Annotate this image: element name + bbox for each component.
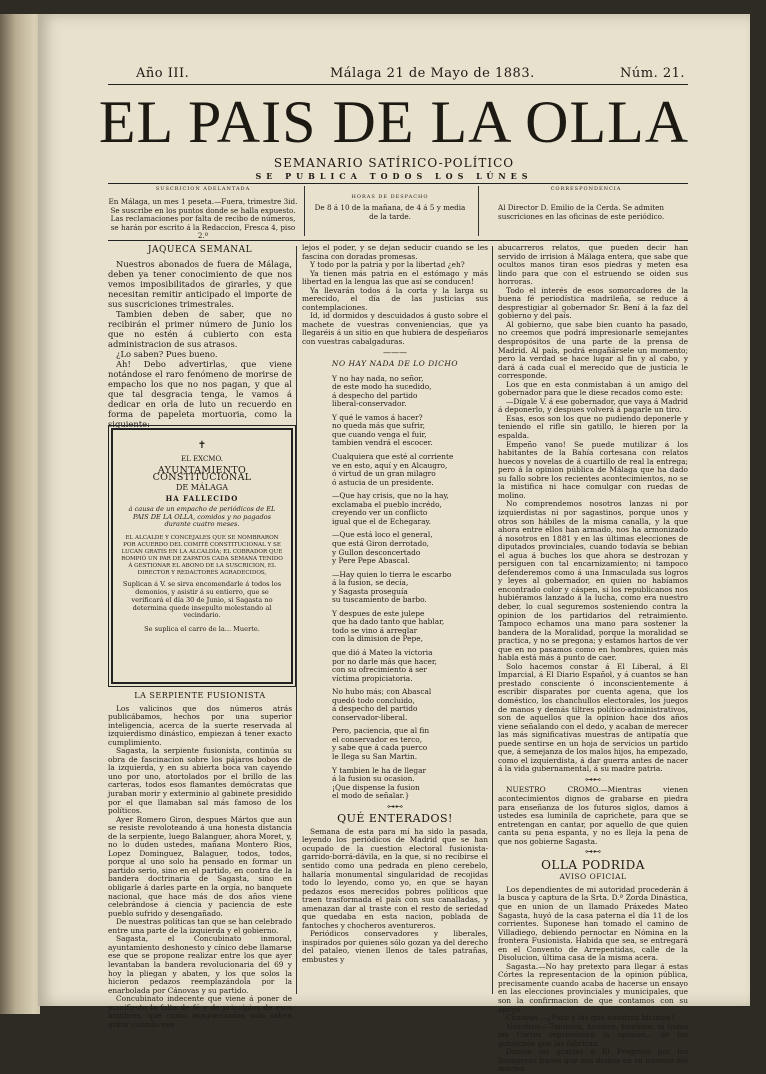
poem-line: y Gullon desconcertado [332, 547, 421, 557]
paragraph: Los que en esta conmistaban á un amigo del gobernador para que le diese recados como este: [498, 379, 688, 398]
ornament: ——— [383, 347, 407, 357]
box-divider [304, 186, 305, 236]
heading-que-enterados: QUÉ ENTERADOS! [337, 812, 453, 826]
header-rule [108, 84, 688, 85]
paragraph: Los dependientes de mi autoridad procederán á la busca y captura de la Srta. D.ª Zorda Dinástica, que en union de un llamado Práxedes Mateo Sagasta, huyó de la casa paterna el día 11 de los corrientes. Suponese han tomado el camino de Villadiego, debiendo pernoctar en Nómina en la frontera Fusionista. Habida que sea, se entregará en el Convento de Arrepentidas, calle de la Disolucion, última casa de la misma acera. [498, 884, 688, 963]
column-3 [498, 243, 688, 1074]
heading-aviso-oficial: AVISO OFICIAL [559, 872, 627, 882]
hours-head: HORAS DE DESPACHO [351, 194, 429, 200]
poem-line: tambien vendrá el escocer. [332, 438, 433, 448]
paragraph: Ayer Romero Giron, despues Mártos que aun se resiste revoloteando á una honesta distancia de la serpiente, luego Balanguer, ahora Moret, y, no lo duden ustedes, mañana Montero Rios, Lopez Dominguez, Balaguer, todos, todos, porque al uno solo ha pensado en formar un partido serio, sino en el partido, en contra de la bandera doctrinaria de Sagasta, sino en obligarle á darles parte en la orgía, no banquete nacional, que hace más de dos años viene celebrándose á ciencia y paciencia de este pueblo sufrido y desengañado. [108, 814, 292, 918]
poem-line: y Pere Pepe Abascal. [332, 556, 410, 566]
notice-carro: Se suplica el carro de la... Muerte. [144, 625, 260, 634]
poem-line: Y tambien le ha de llegar [332, 765, 427, 775]
ornament: ⊶⊷ [387, 801, 403, 811]
column-2 [302, 244, 488, 996]
issue-year: Año III. [136, 66, 190, 81]
poem-line: con la dimision de Pepe, [332, 634, 423, 644]
cromo-text: —Mientras vienen acontecimientos dignos de grabarse en piedra para enseñanza de los futuros siglos, damos á ustedes esa luminila de caprichete, para que se entretengan en cantar, por aquello de que quien canta su pena espanta, y no es lleja la pena de que nos gobierne Sagasta. [498, 785, 688, 846]
paragraph: Sagasta, el Concubinato inmoral, ayuntamiento deshonesto y cínico debe llamarse ese que se propone realizar entre los que ayer levantaban la bandera revolucionaria del 69 y hoy la pliegan y abaten, y los que solos la hicieron pedazos reemplazándola por la enarbolada por Cánovas y su partido. [108, 934, 292, 995]
poem-line: de este modo ha sucedido, [332, 382, 432, 392]
hours-box [310, 194, 470, 221]
heading-jaqueca: JAQUECA SEMANAL [147, 245, 253, 255]
paragraph: Semana de esta para mí ha sido la pasada, leyendo los periódicos de Madrid que se han ocupado de la cuestion electoral fusionista-garrido-borrá-dávila, en la que, si no recibirse el sentido como una pedrada en pleno cerebelo, hallaría monumental singularidad de recojidas todo lo leyendo, como yo, en que se hayan pedazos esos merecidos pobres políticos que traen trasformada el país con sus canalladas, y amenazan dar al traste con el resto de seriedad que quedaba en esta nacion, poblada de fantoches y chocheros aventureros. [302, 826, 488, 930]
heading-nuestro-cromo: NUESTRO CROMO. [506, 785, 601, 795]
notice-city: DE MÁLAGA [175, 483, 229, 493]
notice-died: HA FALLECIDO [165, 493, 239, 503]
poem-line: el modo de señalar.} [332, 791, 410, 801]
paragraph: Id, id dormidos y descuidados á gusto sobre el machete de vuestras conveniencias, que ya llegaréis á un sitio en que hubiera de despeñaros con vuestras cabalgaduras. [302, 311, 488, 347]
column-1-bottom [108, 690, 292, 1029]
paragraph: Empeño vano! Se puede mutilizar á los habitantes de la Bahía cortesana con relatos huecos y novelas de á cuartillo de real la entrega; pero á la opinion pública de Málaga que ha dado su fallo sobre los recientes acontecimientos, no se la mistifica ni hace comulgar con ruedas de molino. [498, 439, 688, 500]
poem-line: que cuando venga el fuir, [332, 429, 427, 439]
masthead-rule [108, 183, 688, 184]
paragraph: Todo el interés de esos somorcadores de la buena fé periodística madrileña, se reduce á desprestigiar al gobernador Sr. Bení á la faz del gobierno y del país. [498, 285, 688, 321]
paragraph: Cánovas.—¿Poco y las que nosotros hicimos? [506, 1013, 675, 1023]
correspondence-head: CORRESPONDENCIA [550, 186, 622, 192]
paragraph: Sagasta.—No hay pretexto para llegar á estas Córtes la representacion de la opinion pública, precisamente cuando acaba de hacerse un ensayo en las elecciones provinciales y municipales, que son la confirmacion de que contamos con su apoyo. [498, 961, 688, 1014]
paragraph: Esas, esos son los que no pudiendo deponerle y teniendo el rifle sin gatillo, le hieren por la espalda. [498, 413, 688, 441]
poem-line: todo se vino á arreglar [332, 625, 418, 635]
paragraph: Y todo por la patria y por la libertad ¿eh? [310, 260, 465, 270]
paragraph: lejos el poder, y se dejan seducir cuando se les fascina con doradas promesas. [302, 243, 488, 261]
paragraph: Ya llevarán todos á la corta y la larga su merecido, el día de las justicias sus contemplaciones. [302, 285, 488, 312]
paragraph: No comprendemos nosotros lanzas ni por izquierdistas ni por sagastinos, porque unos y otros son hábiles de la misma canalla, y la que ahora entre ellos han armado, nos ha armonizado á nosotros en 1881 y en las últimas elecciones de diputados provinciales, cuando todavía se bebian el agua á buches los que ahora se destrozan y persiguen con tal encarnizamiento; ni tampoco defenderemos como á una Inmaculada sus logros y leyes al gobernador, en quien no habíamos encontrado color y cáspen, si los republicanos nos hubiéramos lanzado á la lucha, como era nuestro deber, lo cual seguremos sosteniendo contra la opinion de los partidarios del retraimiento. Tampoco echamos una mano para sostener la bandera de la Moralidad, porque la moralidad se practica, y no se pregona; y estamos hartos de ver que en no pasamos como en hombres, quien más habla está más á punto de caer. [498, 499, 688, 663]
cross-icon: ✝ [197, 440, 207, 451]
notice-body: EL ALCALDE Y CONCEJALES QUE SE NOMBRARON POR ACUERDO DEL COMITÉ CONSTITUCIONAL Y SE LUCAN GRATIS EN LA ALCALDÍA; EL COBRADOR QUE ROMPIÓ UN PAR DE ZAPATOS CADA SEMANA TENIDO Á GESTIONAR EL ABONO DE LA SUSCRICION, EL DIRECTOR Y REDACTORES AGRADECIDOS, [121, 535, 283, 577]
poem-line: á despecho del partido [332, 704, 418, 714]
poem-line: ó astucia de un presidente. [332, 477, 434, 487]
column-divider [492, 246, 493, 994]
poem-line: —Que está loco el general, [332, 530, 433, 540]
notice-cause: á causa de un empacho de periódicos de EL PAIS DE LA OLLA, comidos y no pagados durante cuatro meses. [128, 504, 276, 529]
correspondence-box [486, 186, 686, 221]
notice-excmo: EL EXCMO. [180, 454, 224, 463]
poem-line: creyendo ver un conflicto [332, 508, 428, 518]
newspaper-page [38, 14, 750, 1074]
correspondence-text: Al Director D. Emilio de la Cerda. Se admiten suscriciones en las oficinas de este periódico. [498, 203, 665, 221]
poem-line: Cualquiera que esté al corriente [332, 452, 454, 462]
paragraph: Damos las gracias á El Progreso por las lisongeras frases que nos dedica en su número del martes. [498, 1047, 688, 1074]
poem-line: conservador-liberal. [332, 712, 408, 722]
paragraph: ¿Lo saben? Pues bueno. [116, 348, 218, 359]
publication-schedule: SE PUBLICA TODOS LOS LÚNES [255, 171, 533, 181]
column-divider [296, 246, 297, 994]
paragraph: abucarreros relatos, que pueden decir han servido de irrision á Málaga entera, que sabe que ocultos manos tiran esos piedras y meten esa lindo para que con el estruendo se oiden sus horroras. [498, 243, 688, 287]
poem-line: Pero, paciencia, que al fin [332, 726, 430, 736]
box-divider [478, 186, 479, 236]
poem-line: exclamaba el pueblo incrédo, [332, 499, 442, 509]
poem-line: á la fusion, se decía, [332, 578, 409, 588]
paragraph: Nuestros abonados de fuera de Málaga, deben ya tener conocimiento de que nos vemos imposibilitados de girarles, y que necesitan remitir anticipado el importe de sus suscriciones trimestrales. [108, 258, 292, 309]
ornament: ⊶⊷ [585, 847, 601, 857]
paragraph: Ah! Debo advertirlas, que viene notándose el raro fenómeno de morirse de empacho los que no nos pagan, y que al que tal desgracia tenga, le vamos á dedicar en orla de luto un recuerdo en forma de papeleta mortuoria, como la siguiente: [108, 358, 292, 429]
paragraph: Tambien deben de saber, que no recibirán el primer número de Junio los que no estén á cubierto con esta administracion de sus atrasos. [108, 308, 292, 349]
paragraph: Solo hacemos constar á El Liberal, á El Imparcial, á El Diario Español, y á cuantos se han prestado consciente ó inconscientemente á escribir disparates por cuenta agena, que los doméstico, los chanchullos electorales, los juegos de manos y demás tiltres político-administrativos, son de aquellos que la opinion hace dos años viene señalando con el dedo, y acaban de merecer las más significativas muestras de antipatía que puede sentirse en un hoja de servicios un partido que, á semejanza de los malos hijos, ha empezado, como el izquierdista, á dar guerra antes de nacer á la vida gubernamental, á su madre patria. [498, 661, 688, 774]
poem-line: Y despues de este julepe [332, 608, 425, 618]
paragraph: Periódicos conservadores y liberales, inspirados por quienes sólo gozan ya del derecho del pataleo, vienen llenos de tales patrañas, embustes y [302, 929, 488, 965]
poem-line: quedó todo concluido, [332, 695, 415, 705]
heading-olla-podrida: OLLA PODRIDA [541, 857, 645, 872]
poem-line: —Hay quien lo tierra le escarbo [332, 569, 452, 579]
notice-ayuntamiento: AYUNTAMIENTO CONSTITUCIONAL [152, 464, 252, 484]
poem-line: que ha dado tanto que hablar, [332, 617, 445, 627]
masthead-subtitle: SEMANARIO SATÍRICO-POLÍTICO [273, 156, 515, 170]
column-1-top [108, 244, 292, 429]
poem-line: Y qué le vamos á hacer? [332, 412, 423, 422]
boxes-rule [108, 240, 688, 241]
poem-line: con su ofrecimiento á ser [332, 665, 427, 675]
poem-line: ve en esto, aquí y en Alcaugro, [332, 460, 448, 470]
paragraph: De nuestras políticas tan que se han celebrado entre una parte de la izquierda y el gobierno. [108, 917, 292, 935]
notice-supplic: Suplican á V. se sirva encomendarle á todos los demonios, y asistir á su entierro, que se verificará el día 30 de Junio, si Sagasta no determina quede insepulto molestando al vecindario. [122, 580, 282, 620]
poem-line: que está Giron derrotado, [332, 538, 429, 548]
poem-line: no queda más que sufrir, [332, 421, 425, 431]
poem-line: y sabe que á cada puerco [332, 743, 428, 753]
paragraph: Al gobierno, que sabe bien cuanto ha pasado, no creemos que podrá impresionarle semejantes despropósitos de una parte de la prensa de Madrid. Al país, podrá engañársele un momento; pero la verdad se hace lugar al fin y al cabo, y dará á cada cual el merecido que de justicia le corresponde. [498, 319, 688, 381]
paragraph: Nosotros.—Tambien, hombre, tambien; ni todas las Córtes representan la opinion... de los gobiernos que las fabrican. [498, 1021, 688, 1048]
hours-text: De 8 á 10 de la mañana, de 4 á 5 y media de la tarde. [314, 203, 466, 221]
book-spine [0, 14, 40, 1014]
subscription-text: En Málaga, un mes 1 peseta.—Fuera, trimestre 3id. Se suscribe en los puntos donde se halla expuesto. Las reclamaciones por falta de recibo de números, se harán por escrito á la Redaccion, Fresca 4, piso 2.º [108, 197, 298, 241]
poem-line: le llega su San Martin. [332, 751, 418, 761]
poem [302, 375, 488, 801]
poem-line: igual que el de Echegaray. [332, 516, 432, 526]
subscription-head: SUSCRICION ADELANTADA [155, 186, 251, 192]
issue-number: Núm. 21. [620, 66, 686, 81]
ornament: ⊶⊷ [585, 774, 601, 784]
masthead-title: EL PAIS DE LA OLLA [98, 89, 690, 155]
paragraph: Sagasta, la serpiente fusionista, continúa su obra de fascinacion sobre los pájaros bobos de la izquierda, y en su abierta boca van cayendo uno por uno, atortolados por el brillo de las carteras, todos esos flamantes demócratas que juraban morir y exterminio al gabinete presidido por el que llamaban sal más famoso de los políticos. [108, 746, 292, 816]
paragraph: —Dígale V. á ese gobernador, que vaya á Madrid á deponerlo, y despues volverá á pagarle un tiro. [498, 396, 688, 415]
paragraph: Concubinato indecente que viene á poner de manifiesto la falta de fé y de principios de esos hombres, que como avaguenzadas solo saben gritar cuando ven [108, 994, 292, 1029]
poem-line: á despecho del partido [332, 390, 418, 400]
paragraph: Ya tienen más patria en el estómago y más libertad en la lengua las que así se conducen! [302, 268, 488, 287]
poem-line: víctima propiciatoria. [332, 673, 413, 683]
poem-line: Y no hay nada, no señor, [332, 373, 424, 383]
poem-line: ¡Que dispense la fusion [332, 782, 420, 792]
poem-line: y Sagasta proseguía [332, 586, 408, 596]
poem-line: liberal-conservador. [332, 399, 407, 409]
poem-line: ó virtud de un gran milagro [332, 469, 436, 479]
paragraph: Los valicinos que dos números atrás publicábamos, hechos por una superior inteligencia, acerca de la suerte reservada al izquierdismo dinástico, empiezan á tener exacto cumplimiento. [108, 703, 292, 747]
poem-line: que dió á Mateo la victoria [332, 647, 433, 657]
heading-serpiente: LA SERPIENTE FUSIONISTA [134, 691, 266, 700]
issue-date: Málaga 21 de Mayo de 1883. [330, 66, 535, 81]
poem-line: su tuscamiento de barbo. [332, 595, 427, 605]
heading-no-hay-nada: NO HAY NADA DE LO DICHO [331, 359, 459, 369]
poem-line: á la fusion su ocasion. [332, 774, 415, 784]
subscription-box [108, 186, 298, 241]
poem-line: —Que hay crisis, que no la hay, [332, 491, 449, 501]
poem-line: No hubo más; con Abascal [332, 687, 432, 697]
mortuary-notice [111, 428, 293, 684]
poem-line: por no darle más que hacer, [332, 656, 437, 666]
poem-line: el conservador es terco, [332, 734, 423, 744]
